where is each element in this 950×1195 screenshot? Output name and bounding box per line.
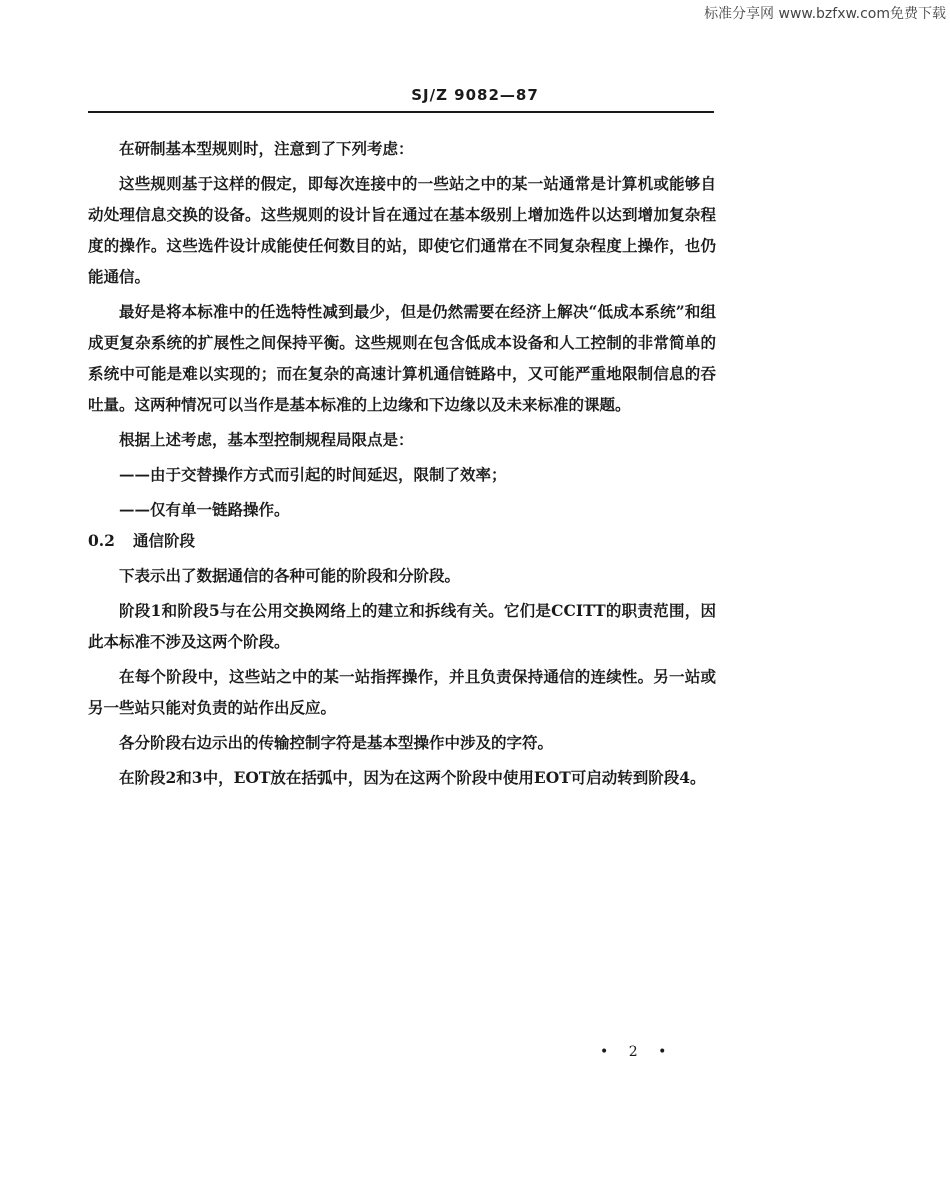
list-item-time-delay: ——由于交替操作方式而引起的时间延迟，限制了效率； <box>119 465 507 484</box>
watermark: 标准分享网 www.bzfxw.com免费下载 <box>704 6 946 22</box>
section-number: 0.2 <box>88 531 115 550</box>
paragraph-limitations-intro: 根据上述考虑，基本型控制规程局限点是： <box>119 430 414 449</box>
paragraph-phases-table: 下表示出了数据通信的各种可能的阶段和分阶段。 <box>119 566 461 585</box>
section-title: 通信阶段 <box>132 531 195 550</box>
paragraph-considerations-intro: 在研制基本型规则时，注意到了下列考虑： <box>119 139 414 158</box>
paragraph-control-station: 在每个阶段中，这些站之中的某一站指挥操作，并且负责保持通信的连续性。另一站或另一些站只能对负责的站作出反应。 <box>88 667 716 717</box>
paragraph-eot: 在阶段2和3中，EOT放在括弧中，因为在这两个阶段中使用EOT可启动转到阶段4。 <box>119 768 706 787</box>
document-body <box>88 133 716 793</box>
paragraph-control-characters: 各分阶段右边示出的传输控制字符是基本型操作中涉及的字符。 <box>119 733 554 752</box>
paragraph-balance: 最好是将本标准中的任选特性减到最少，但是仍然需要在经济上解决“低成本系统”和组成更复杂系统的扩展性之间保持平衡。这些规则在包含低成本设备和人工控制的非常简单的系统中可能是难以实现的；而在复杂的高速计算机通信链路中，又可能严重地限制信息的吞吐量。这两种情况可以当作是基本标准的上边缘和下边缘以及未来标准的课题。 <box>88 302 716 414</box>
paragraph-assumptions: 这些规则基于这样的假定，即每次连接中的一些站之中的某一站通常是计算机或能够自动处理信息交换的设备。这些规则的设计旨在通过在基本级别上增加选件以达到增加复杂程度的操作。这些选件设计成能使任何数目的站，即使它们通常在不同复杂程度上操作，也仍能通信。 <box>88 174 716 286</box>
list-item-single-link: ——仅有单一链路操作。 <box>119 500 290 519</box>
header-rule <box>88 111 714 113</box>
document-header: SJ/Z 9082—87 <box>411 86 539 104</box>
section-heading <box>88 525 716 556</box>
page-number: • 2 • <box>600 1044 675 1060</box>
paragraph-phase-1-5: 阶段1和阶段5与在公用交换网络上的建立和拆线有关。它们是CCITT的职责范围，因此本标准不涉及这两个阶段。 <box>88 601 716 651</box>
